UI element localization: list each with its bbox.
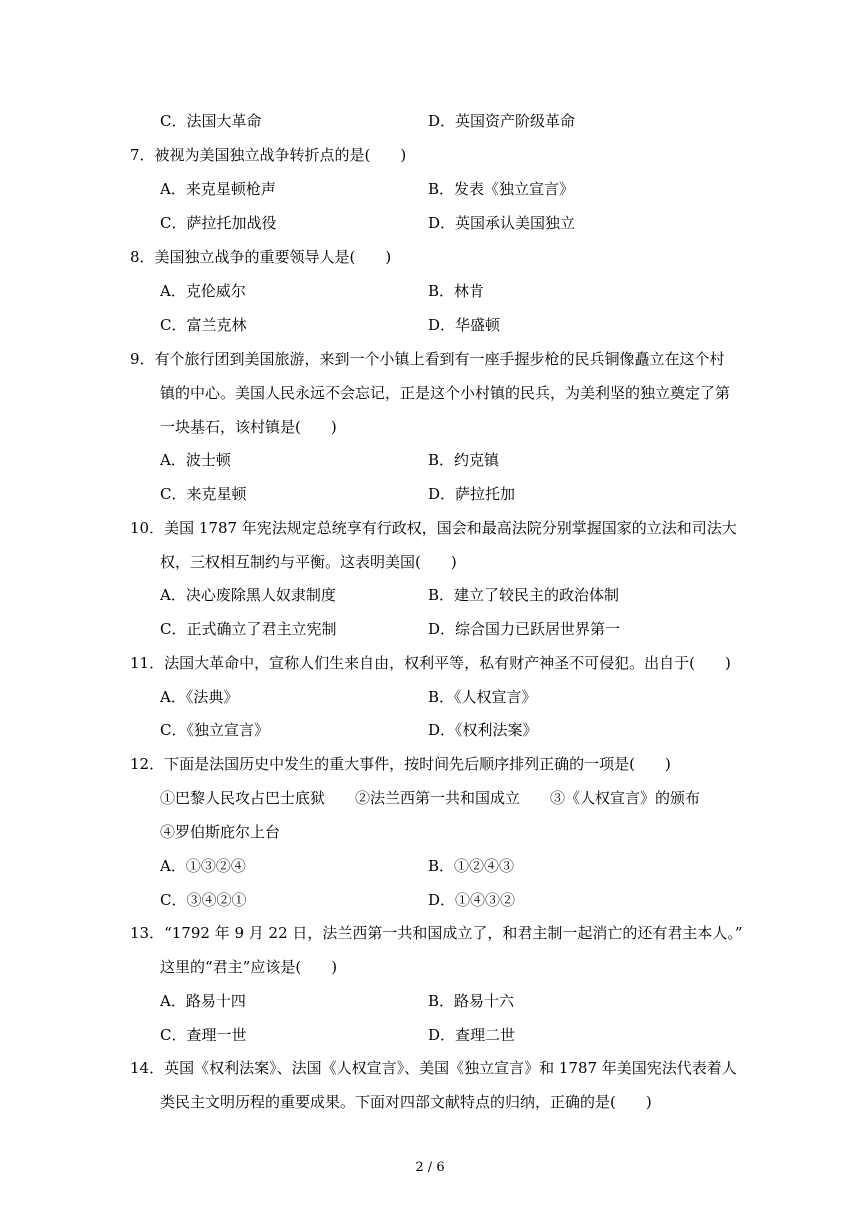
- q8-option-b: B．林肯: [428, 282, 485, 300]
- q12-option-a: A．①③②④: [160, 857, 246, 875]
- q11-option-c: C．《独立宣言》: [160, 721, 269, 739]
- q7-option-b: B．发表《独立宣言》: [428, 180, 575, 198]
- question-7-stem: 7．被视为美国独立战争转折点的是( ): [130, 146, 407, 164]
- question-12-items-line-1: ①巴黎人民攻占巴士底狱 ②法兰西第一共和国成立 ③《人权宣言》的颁布: [160, 789, 701, 807]
- q11-option-d: D．《权利法案》: [428, 721, 538, 739]
- q7-option-d: D．英国承认美国独立: [428, 214, 576, 232]
- q10-option-c: C．正式确立了君主立宪制: [160, 620, 337, 638]
- question-8-stem: 8．美国独立战争的重要领导人是( ): [130, 248, 392, 266]
- q8-option-d: D．华盛顿: [428, 316, 501, 334]
- q11-option-a: A．《法典》: [160, 688, 239, 706]
- question-10-line-1: 10．美国 1787 年宪法规定总统享有行政权，国会和最高法院分别掌握国家的立法和司法大: [130, 519, 737, 537]
- q13-option-b: B．路易十六: [428, 992, 515, 1010]
- q9-option-b: B．约克镇: [428, 451, 500, 469]
- question-14-line-2: 类民主文明历程的重要成果。下面对四部文献特点的归纳，正确的是( ): [160, 1093, 652, 1111]
- q7-option-c: C．萨拉托加战役: [160, 214, 277, 232]
- q13-option-a: A．路易十四: [160, 992, 246, 1010]
- question-13-line-1: 13．“1792 年 9 月 22 日，法兰西第一共和国成立了，和君主制一起消亡的还有君主本人。”: [130, 924, 743, 942]
- question-10-line-2: 权，三权相互制约与平衡。这表明美国( ): [160, 553, 457, 571]
- q10-option-d: D．综合国力已跃居世界第一: [428, 620, 621, 638]
- q10-option-a: A．决心废除黑人奴隶制度: [160, 586, 336, 604]
- q9-option-a: A．波士顿: [160, 451, 231, 469]
- question-14-line-1: 14．英国《权利法案》、法国《人权宣言》、美国《独立宣言》和 1787 年美国宪法代表着人: [130, 1059, 737, 1077]
- question-9-line-3: 一块基石，该村镇是( ): [160, 418, 337, 436]
- q8-option-a: A．克伦威尔: [160, 282, 246, 300]
- q12-option-d: D．①④③②: [428, 891, 516, 909]
- option-d: D．英国资产阶级革命: [428, 112, 576, 130]
- question-13-line-2: 这里的“君主”应该是( ): [160, 958, 338, 976]
- q9-option-c: C．来克星顿: [160, 485, 247, 503]
- question-12-stem: 12．下面是法国历史中发生的重大事件，按时间先后顺序排列正确的一项是( ): [130, 755, 671, 773]
- q7-option-a: A．来克星顿枪声: [160, 180, 276, 198]
- q9-option-d: D．萨拉托加: [428, 485, 516, 503]
- q13-option-c: C．查理一世: [160, 1026, 247, 1044]
- q12-option-c: C．③④②①: [160, 891, 247, 909]
- question-11-stem: 11．法国大革命中，宣称人们生来自由，权利平等，私有财产神圣不可侵犯。出自于( ): [130, 654, 731, 672]
- q12-option-b: B．①②④③: [428, 857, 515, 875]
- option-c: C．法国大革命: [160, 112, 262, 130]
- question-9-line-1: 9．有个旅行团到美国旅游，来到一个小镇上看到有一座手握步枪的民兵铜像矗立在这个村: [130, 350, 725, 368]
- q11-option-b: B．《人权宣言》: [428, 688, 537, 706]
- question-12-items-line-2: ④罗伯斯庇尔上台: [160, 823, 281, 841]
- q10-option-b: B．建立了较民主的政治体制: [428, 586, 620, 604]
- q8-option-c: C．富兰克林: [160, 316, 247, 334]
- q13-option-d: D．查理二世: [428, 1026, 516, 1044]
- question-9-line-2: 镇的中心。美国人民永远不会忘记，正是这个小村镇的民兵，为美利坚的独立奠定了第: [160, 384, 731, 402]
- page-number: 2 / 6: [415, 1160, 445, 1175]
